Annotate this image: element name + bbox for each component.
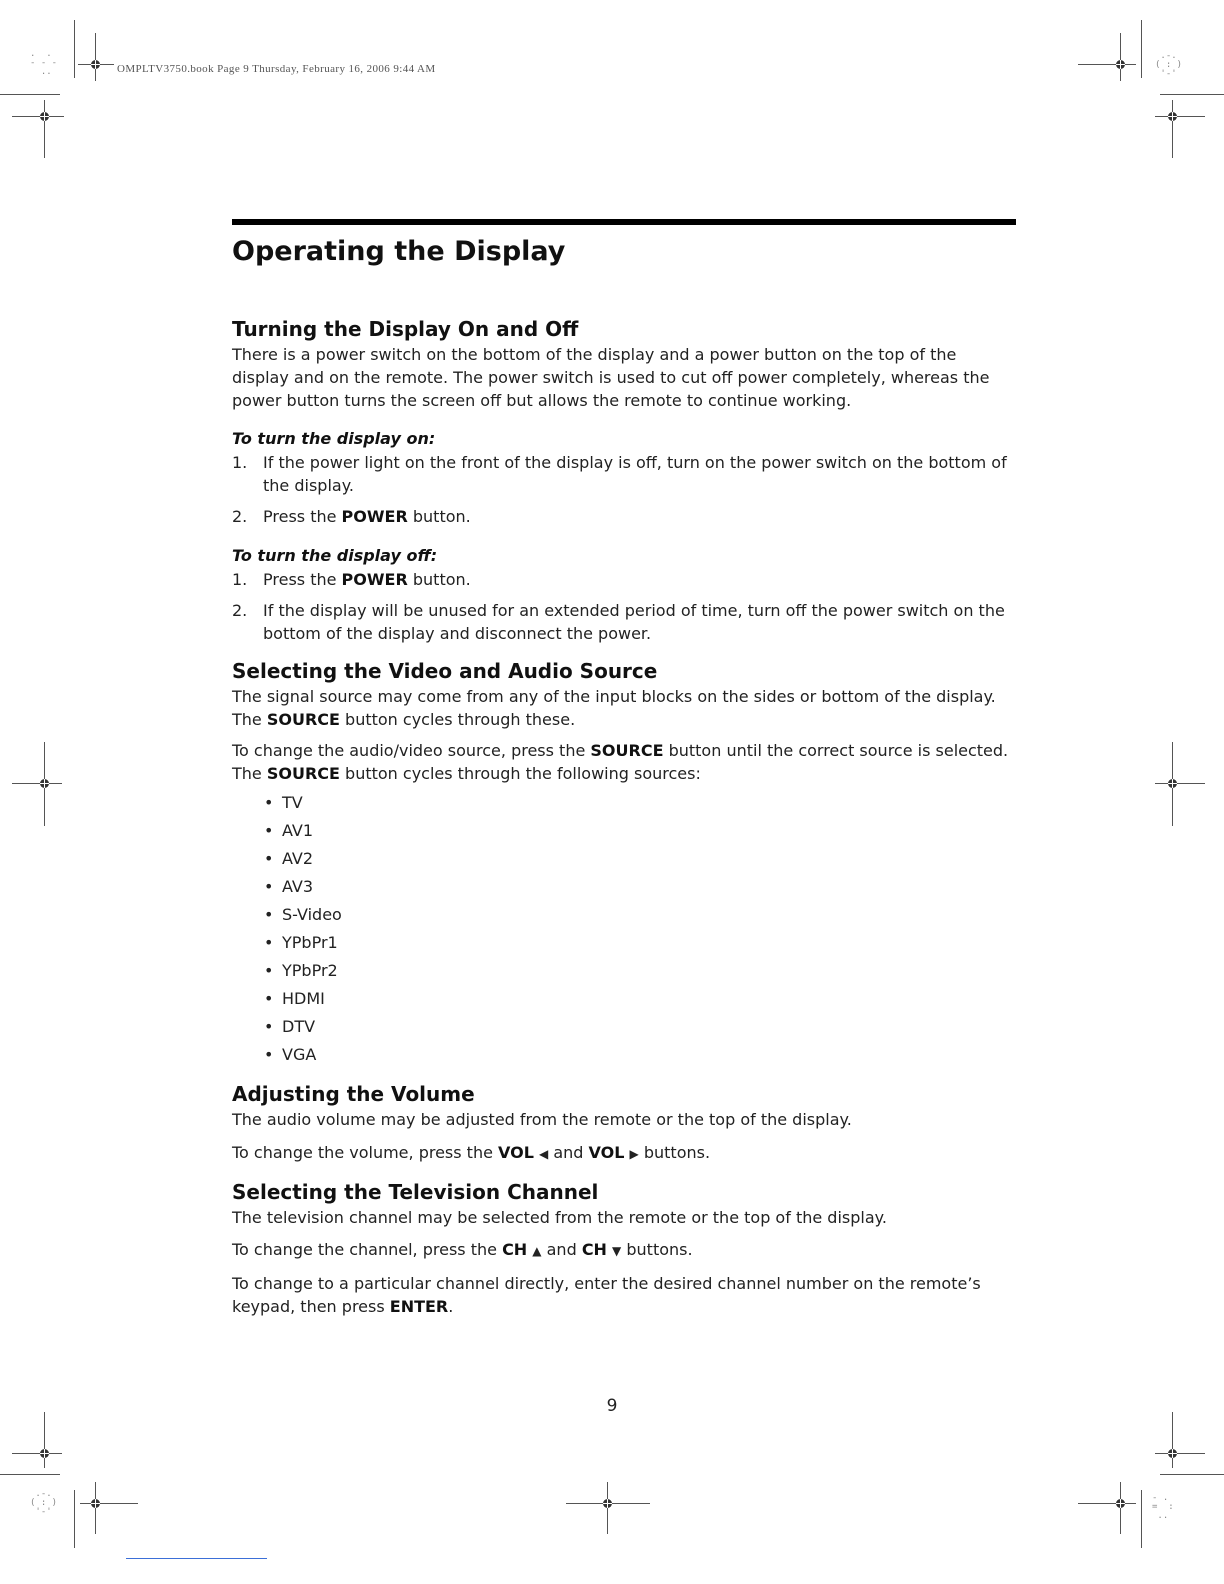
subheading-turn-off: To turn the display off: — [232, 546, 438, 565]
list-item: • YPbPr1 — [264, 929, 1016, 957]
page-number: 9 — [606, 1396, 618, 1416]
step-text: Press the — [263, 507, 342, 526]
text-run: and — [548, 1143, 589, 1162]
source-keyword: SOURCE — [266, 764, 340, 783]
registration-noise: - . = : .. — [1152, 1493, 1174, 1521]
text-run: The signal source may come from any of the input blocks on the sides or bottom of the display. The — [232, 687, 996, 729]
page-content — [232, 219, 1016, 1318]
list-item: • VGA — [264, 1041, 1016, 1069]
registration-target-icon — [1168, 1449, 1177, 1458]
ch-keyword: CH — [502, 1240, 528, 1259]
crop-mark — [95, 33, 96, 81]
source-keyword: SOURCE — [590, 741, 664, 760]
crop-mark — [1078, 1503, 1136, 1504]
step-text: button. — [407, 570, 471, 589]
crop-mark — [12, 1453, 62, 1454]
source-list — [232, 789, 1016, 1069]
section-paragraph: The audio volume may be adjusted from the remote or the top of the display. — [232, 1110, 852, 1129]
page-title: Operating the Display — [232, 236, 566, 267]
down-arrow-icon: ▼ — [612, 1244, 622, 1258]
vol-keyword: VOL — [498, 1143, 534, 1162]
step-number: 2. — [232, 601, 248, 620]
list-item: • HDMI — [264, 985, 1016, 1013]
crop-mark — [80, 1503, 138, 1504]
list-item — [232, 599, 1016, 645]
crop-mark — [1155, 1453, 1205, 1454]
crop-mark — [1120, 1482, 1121, 1534]
list-item — [232, 505, 1016, 528]
crop-mark — [1172, 100, 1173, 158]
list-item: • AV3 — [264, 873, 1016, 901]
section-paragraph: The television channel may be selected from the remote or the top of the display. — [232, 1208, 887, 1227]
subheading-turn-on: To turn the display on: — [232, 429, 436, 448]
crop-mark — [1160, 1474, 1224, 1475]
text-run: To change to a particular channel directly, enter the desired channel number on the remote’s keypad, then press — [232, 1274, 981, 1316]
up-arrow-icon: ▲ — [532, 1244, 542, 1258]
list-item: • S-Video — [264, 901, 1016, 929]
crop-mark — [1155, 783, 1205, 784]
list-item — [232, 568, 1016, 591]
crop-mark — [0, 94, 60, 95]
registration-target-icon — [40, 779, 49, 788]
section-paragraph — [232, 685, 1016, 731]
list-item — [232, 451, 1016, 497]
crop-mark — [44, 100, 45, 158]
registration-target-icon — [1116, 60, 1125, 69]
step-text: button. — [407, 507, 471, 526]
registration-target-icon — [40, 112, 49, 121]
crop-mark — [44, 1412, 45, 1468]
text-run: . — [448, 1297, 454, 1316]
footer-underline — [126, 1558, 267, 1559]
registration-noise: . . - - - .. — [30, 49, 58, 77]
section-heading: Adjusting the Volume — [232, 1082, 475, 1106]
step-number: 1. — [232, 570, 248, 589]
section-heading: Selecting the Video and Audio Source — [232, 659, 658, 683]
crop-mark — [74, 20, 75, 78]
crop-mark — [12, 116, 64, 117]
list-item: • YPbPr2 — [264, 957, 1016, 985]
power-keyword: POWER — [341, 507, 408, 526]
text-run: button cycles through the following sources: — [339, 764, 701, 783]
registration-target-icon — [1168, 779, 1177, 788]
step-text: If the power light on the front of the display is off, turn on the power switch on the bottom of the display. — [263, 453, 1007, 495]
crop-mark — [1141, 20, 1142, 78]
list-item: • TV — [264, 789, 1016, 817]
crop-mark — [1160, 94, 1224, 95]
running-header: OMPLTV3750.book Page 9 Thursday, February 16, 2006 9:44 AM — [117, 63, 436, 75]
section-power — [232, 315, 1016, 645]
text-run: button cycles through these. — [339, 710, 576, 729]
steps-turn-on — [232, 451, 1016, 528]
section-source — [232, 657, 1016, 1069]
right-arrow-icon: ▶ — [629, 1147, 639, 1161]
crop-mark — [607, 1482, 608, 1534]
vol-keyword: VOL — [588, 1143, 625, 1162]
registration-noise: .-. ( : ) '-' — [30, 1489, 58, 1517]
crop-mark — [95, 1482, 96, 1534]
text-run: and — [541, 1240, 582, 1259]
text-run: To change the audio/video source, press the — [232, 741, 591, 760]
section-heading: Selecting the Television Channel — [232, 1180, 599, 1204]
section-heading: Turning the Display On and Off — [232, 317, 579, 341]
registration-noise: .-. ( : ) '-' — [1155, 51, 1183, 79]
section-paragraph — [232, 1141, 1016, 1166]
text-run: To change the channel, press the — [232, 1240, 503, 1259]
section-channel — [232, 1178, 1016, 1318]
section-paragraph — [232, 1272, 1016, 1318]
crop-mark — [74, 1490, 75, 1548]
registration-target-icon — [91, 1499, 100, 1508]
crop-mark — [1120, 33, 1121, 81]
registration-target-icon — [1168, 112, 1177, 121]
power-keyword: POWER — [341, 570, 408, 589]
text-run: To change the volume, press the — [232, 1143, 499, 1162]
section-paragraph — [232, 1238, 1016, 1263]
crop-mark — [1172, 1412, 1173, 1468]
text-run: buttons. — [638, 1143, 711, 1162]
step-text: Press the — [263, 570, 342, 589]
step-text: If the display will be unused for an extended period of time, turn off the power switch on the bottom of the display and disconnect the power. — [263, 601, 1005, 643]
text-run: button until the correct source is selected. The — [232, 741, 1009, 783]
crop-mark — [12, 783, 62, 784]
list-item: • AV2 — [264, 845, 1016, 873]
steps-turn-off — [232, 568, 1016, 645]
crop-mark — [1078, 64, 1136, 65]
list-item: • DTV — [264, 1013, 1016, 1041]
registration-target-icon — [91, 60, 100, 69]
crop-mark — [1141, 1490, 1142, 1548]
registration-target-icon — [603, 1499, 612, 1508]
section-volume — [232, 1080, 1016, 1166]
title-rule — [232, 219, 1016, 225]
enter-keyword: ENTER — [389, 1297, 449, 1316]
registration-target-icon — [40, 1449, 49, 1458]
text-run: buttons. — [621, 1240, 693, 1259]
step-number: 2. — [232, 507, 248, 526]
crop-mark — [0, 1474, 60, 1475]
crop-mark — [1155, 116, 1205, 117]
step-number: 1. — [232, 453, 248, 472]
section-paragraph — [232, 739, 1016, 785]
section-paragraph: There is a power switch on the bottom of the display and a power button on the top of the display and on the remote. The power switch is used to cut off power completely, whereas the power button turns the screen off but allows the remote to continue working. — [232, 345, 990, 410]
registration-target-icon — [1116, 1499, 1125, 1508]
left-arrow-icon: ◀ — [539, 1147, 549, 1161]
list-item: • AV1 — [264, 817, 1016, 845]
ch-keyword: CH — [581, 1240, 607, 1259]
source-keyword: SOURCE — [266, 710, 340, 729]
